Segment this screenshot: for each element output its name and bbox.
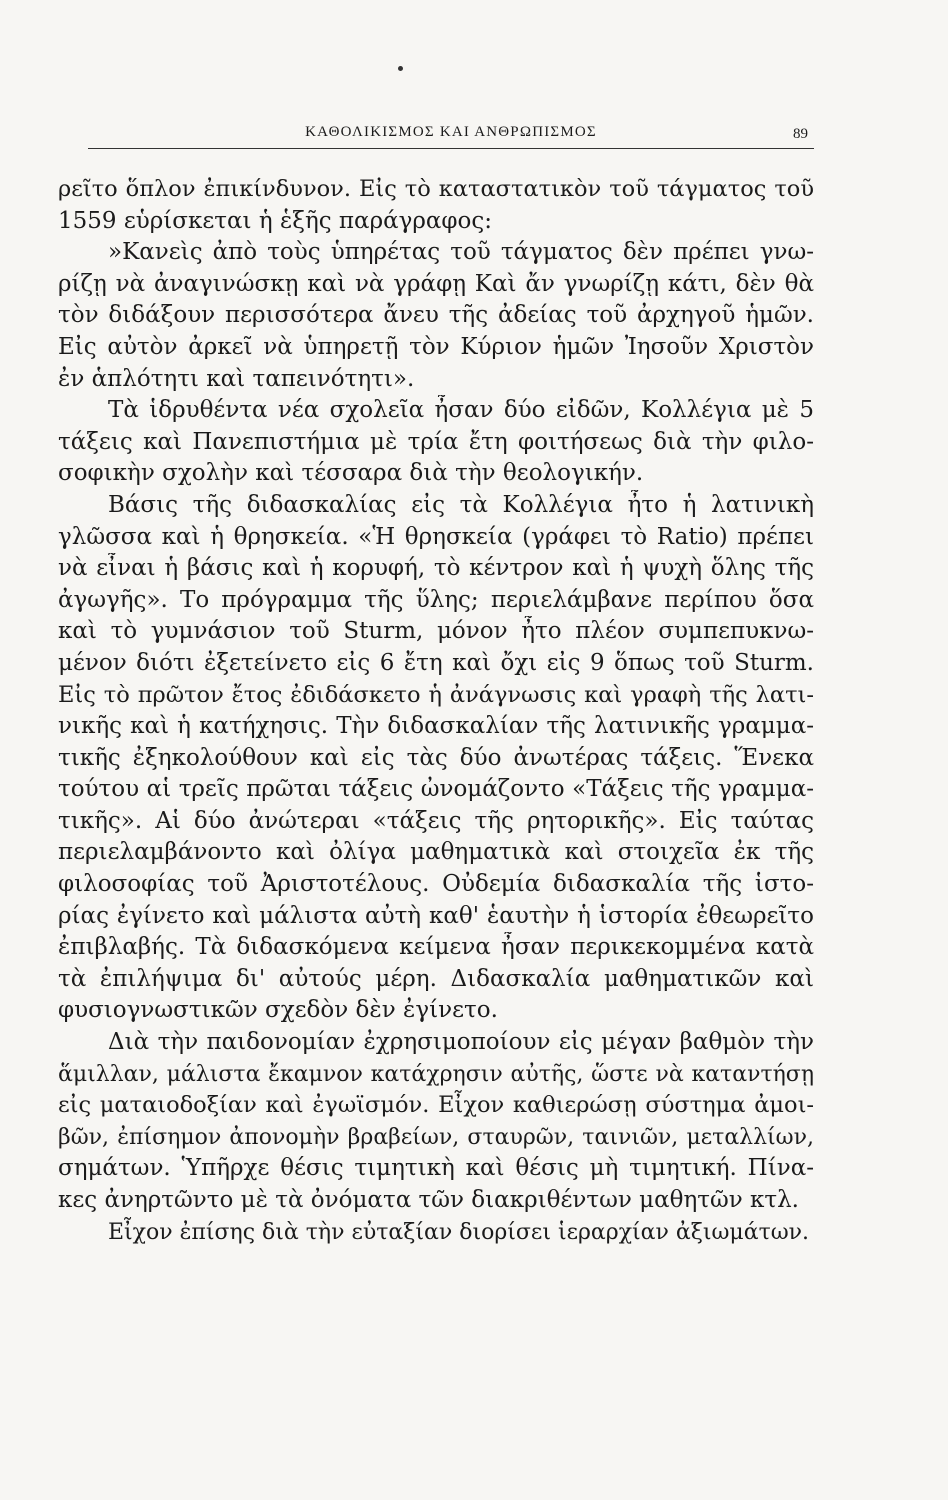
page-mark-dot [398, 66, 403, 71]
text-line: νὰ εἶναι ἡ βάσις καὶ ἡ κορυφή, τὸ κέντρον καὶ ἡ ψυχὴ ὅλης τῆς [58, 555, 814, 582]
text-line: »Κανεὶς ἀπὸ τοὺς ὑπηρέτας τοῦ τάγματος δὲν πρέπει γνω- [108, 239, 814, 266]
header-rule [88, 148, 814, 149]
text-line: σημάτων. Ὑπῆρχε θέσις τιμητικὴ καὶ θέσις μὴ τιμητική. Πίνα- [58, 1155, 814, 1182]
text-line: σοφικὴν σχολὴν καὶ τέσσαρα διὰ τὴν θεολογικήν. [58, 460, 644, 487]
text-line: καὶ τὸ γυμνάσιον τοῦ Sturm, μόνον ἦτο πλέον συμπεπυκνω- [58, 618, 814, 645]
text-line: περιελαμβάνοντο καὶ ὀλίγα μαθηματικὰ καὶ στοιχεῖα ἐκ τῆς [58, 839, 814, 866]
body-text [58, 174, 814, 1248]
text-line: Διὰ τὴν παιδονομίαν ἐχρησιμοποίουν εἰς μέγαν βαθμὸν τὴν [108, 1029, 814, 1056]
text-line: τὰ ἐπιλήψιμα δι' αὐτούς μέρη. Διδασκαλία μαθηματικῶν καὶ [58, 965, 814, 992]
text-line: Τὰ ἱδρυθέντα νέα σχολεῖα ἦσαν δύο εἰδῶν, Κολλέγια μὲ 5 [108, 397, 814, 424]
text-line: κες ἀνηρτῶντο μὲ τὰ ὀνόματα τῶν διακριθέντων μαθητῶν κτλ. [58, 1187, 799, 1213]
text-line: τικῆς». Αἱ δύο ἀνώτεραι «τάξεις τῆς ρητορικῆς». Εἰς ταύτας [58, 807, 814, 834]
text-line: ἐν ἁπλότητι καὶ ταπεινότητι». [58, 365, 415, 392]
text-line: φιλοσοφίας τοῦ Ἀριστοτέλους. Οὐδεμία διδασκαλία τῆς ἱστο- [58, 871, 814, 898]
text-line: τάξεις καὶ Πανεπιστήμια μὲ τρία ἔτη φοιτήσεως διὰ τὴν φιλο- [58, 428, 814, 455]
text-line: γλῶσσα καὶ ἡ θρησκεία. «Ἡ θρησκεία (γράφει τὸ Ratio) πρέπει [58, 523, 814, 550]
text-line: 1559 εὑρίσκεται ἡ ἑξῆς παράγραφος: [58, 207, 493, 234]
text-line: Εἰς αὐτὸν ἀρκεῖ νὰ ὑπηρετῇ τὸν Κύριον ἡμῶν Ἰησοῦν Χριστὸν [58, 333, 814, 360]
text-line: ἀγωγῆς». Το πρόγραμμα τῆς ὕλης; περιελάμβανε περίπου ὅσα [58, 586, 814, 613]
text-line: εἰς ματαιοδοξίαν καὶ ἐγωϊσμόν. Εἶχον καθιερώσῃ σύστημα ἀμοι- [58, 1092, 814, 1119]
text-line: ἐπιβλαβής. Τὰ διδασκόμενα κείμενα ἦσαν περικεκομμένα κατὰ [58, 934, 814, 961]
text-line: Βάσις τῆς διδασκαλίας εἰς τὰ Κολλέγια ἦτο ἡ λατινικὴ [108, 491, 814, 518]
text-line: ρεῖτο ὅπλον ἐπικίνδυνον. Εἰς τὸ καταστατικὸν τοῦ τάγματος τοῦ [58, 176, 814, 202]
running-title: ΚΑΘΟΛΙΚΙΣΜΟΣ ΚΑΙ ΑΝΘΡΩΠΙΣΜΟΣ [305, 124, 597, 140]
text-line: βῶν, ἐπίσημον ἀπονομὴν βραβείων, σταυρῶν, ταινιῶν, μεταλλίων, [58, 1124, 814, 1150]
text-line: νικῆς καὶ ἡ κατήχησις. Τὴν διδασκαλίαν τῆς λατινικῆς γραμμα- [58, 713, 814, 740]
text-line: φυσιογνωστικῶν σχεδὸν δὲν ἐγίνετο. [58, 997, 498, 1024]
text-line: Εἶχον ἐπίσης διὰ τὴν εὐταξίαν διορίσει ἱεραρχίαν ἀξιωμάτων. [108, 1219, 810, 1245]
text-line: ἅμιλλαν, μάλιστα ἔκαμνον κατάχρησιν αὐτῆς, ὥστε νὰ καταντήσῃ [58, 1061, 814, 1087]
text-line: τὸν διδάξουν περισσότερα ἄνευ τῆς ἀδείας τοῦ ἀρχηγοῦ ἡμῶν. [58, 302, 814, 329]
text-line: ρίας ἐγίνετο καὶ μάλιστα αὐτὴ καθ' ἑαυτὴν ἡ ἱστορία ἐθεωρεῖτο [58, 902, 814, 929]
text-line: τικῆς ἐξηκολούθουν καὶ εἰς τὰς δύο ἀνωτέρας τάξεις. Ἕνεκα [58, 744, 814, 771]
text-line: ρίζῃ νὰ ἀναγινώσκῃ καὶ νὰ γράφῃ Καὶ ἄν γνωρίζῃ κάτι, δὲν θὰ [58, 270, 814, 297]
page-number: 89 [793, 126, 808, 142]
text-line: τούτου αἱ τρεῖς πρῶται τάξεις ὠνομάζοντο «Τάξεις τῆς γραμμα- [58, 776, 814, 803]
page-header [88, 118, 814, 152]
text-line: Εἰς τὸ πρῶτον ἔτος ἐδιδάσκετο ἡ ἀνάγνωσις καὶ γραφὴ τῆς λατι- [58, 681, 814, 708]
text-line: μένον διότι ἐξετείνετο εἰς 6 ἔτη καὶ ὄχι εἰς 9 ὅπως τοῦ Sturm. [58, 649, 814, 676]
